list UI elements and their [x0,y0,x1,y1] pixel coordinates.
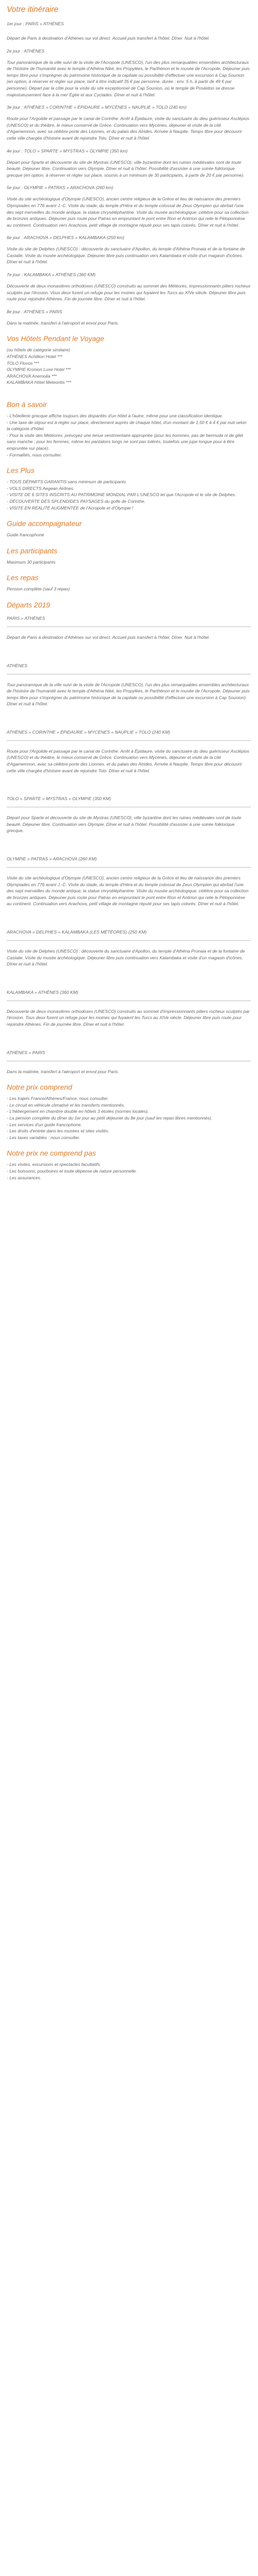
divider [7,867,251,868]
departure-day-7 [7,989,251,1028]
price-excludes-line: - Les boissons, pourboires et toute dépense de nature personnelle. [7,1168,137,1174]
plus-line: - VISITE EN RÉALITÉ AUGMENTÉE de l'Acropole et d'Olympie ! [7,505,134,511]
day-description: Dans la matinée, transfert à l'aéroport et envol pour Paris. [7,320,119,326]
divider [7,740,251,741]
departure-day-6 [7,929,251,968]
departure-day-text: Visite du site archéologique d'Olympie (UNESCO), ancien centre religieux de la Grèce et lieu de naissance des premiers Olympiades en 776 avant J.-C. Visite du stade, du temple d'Héra et du temple colossal de Zeus Olympien qui abritait l'une des sept merveilles du monde antique, la statue chryséléphantine. Visite du musée archéologique, célèbre pour sa collection de bronzes antiques. Déjeuner puis route pour Patras en empruntant le pont entre Rion et Antirion qui relie le Péloponnèse au continent. Continuation vers Arachova, petit village de montagne réputé pour ses tapis colorés. Dîner et nuit à l'hôtel. [7,875,249,907]
hotels-list [7,347,251,386]
itinerary-title: Votre itinéraire [7,5,59,14]
itinerary-day-4 [7,148,251,179]
itinerary-day-1 [7,21,251,42]
departure-day-heading: ARACHOVA » DELPHES » KALAMBAKA (LES MÉTÉORES) (250 KM) [7,929,147,935]
departure-day-text: Découverte de deux monastères orthodoxes (UNESCO) construits au sommet d'impressionnants piliers rocheux sculptés par l'érosion. Tous deux furent un refuge pour les moines qui fuyaient les Turcs au XIVe siècle. Déjeuner libre puis route pour rejoindre Athènes. Fin de journée libre. Dîner et nuit à l'hôtel. [7,1008,250,1027]
day-description: Découverte de deux monastères orthodoxes (UNESCO) construits au sommet des Météores, impressionnants piliers rocheux sculptés par l'érosion. Vous deux furent un refuge pour les moines qui fuyaient les Turcs au XIVe siècle. Déjeuner libre puis route pour rejoindre Athènes. Fin de journée libre. Dîner et nuit à l'hôtel. [7,283,251,302]
page [0,0,258,1191]
departure-day-text: Tour panoramique de la ville suivi de la visite de l'Acropole (UNESCO), l'un des plus remarquables ensembles architecturaux de l'histoire de l'humanité avec le temple d'Athéna Niké, les Propylées, le Parthénon et le musée de l'Acropole. Déjeuner puis temps libre pour s'imprégner du patrimoine historique de la capitale ou possibilité d'effectuer une excursion à Cap Sounion). Dîner et nuit à l'hôtel. [7,682,250,707]
hotel-line: ARACHOVA Anemolia *** [7,373,57,379]
departures-title: Départs 2019 [7,600,51,609]
departure-day-8 [7,1049,251,1075]
day-description: Visite du site de Delphes (UNESCO) : découverte du sanctuaire d'Apollon, du temple d'Athéna Pronaia et de la fontaine de Castalie. Visite du musée archéologique. Déjeuner libre puis continuation vers Kalambaka et visite d'un magasin d'icônes. Dîner et nuit à l'hôtel. [7,246,245,265]
day-description: Visite du site archéologique d'Olympie (UNESCO), ancien centre religieux de la Grèce et lieu de naissance des premiers Olympiades en 776 avant J.-C. Visite du stade, du temple d'Héra et du temple colossal de Zeus Olympien qui abritait l'une des sept merveilles du monde antique, la statue chryséléphantine. Visite du musée archéologique, célèbre pour sa collection de bronzes antiques. Déjeuner puis route pour Patras en empruntant le pont entre Rion et Antirion qui relie le Péloponnèse au continent. Continuation vers Arachova, petit village de montagne réputé pour ses tapis colorés. Dîner et nuit à l'hôtel. [7,196,249,228]
price-includes-line: - Les services d'un guide francophone. [7,1122,82,1127]
itinerary-day-3 [7,104,251,141]
participants-text: Maximum 30 participants [7,559,56,565]
participants-title: Les participants [7,546,58,555]
good-to-know-title: Bon à savoir [7,400,47,409]
day-heading: 1er jour : PARIS » ATHÈNES [7,21,64,26]
good-to-know-line: - Une taxe de séjour est à régler sur place, directement auprès de chaque hôtel, d'un montant de 1,50 € à 4 € par nuit selon la catégorie d'hôtel. [7,419,247,432]
good-to-know-list [7,413,251,458]
price-includes-line: - Les droits d'entrée dans les musées et sites visités. [7,1128,109,1134]
departure-day-heading: TOLO » SPARTE » MYSTRAS » OLYMPIE (350 KM) [7,796,111,802]
price-includes-line: - Les taxes variables : nous consulter. [7,1134,80,1140]
day-description: Route pour l'Argolide et passage par le canal de Corinthe. Arrêt à Épidaure, visite du sanctuaire du dieu guérisseur Asclépios (UNESCO) et du théâtre, le mieux conservé de Grèce. Continuation vers Mycènes, déjeuner et visite de la cité d'Agamemnon, avec sa célèbre porte des Lionnes, et du palais des Atrides. Arrivée à Nauplie. Temps libre pour découvrir cette ville chargée d'histoire avant de rejoindre Tolo. Dîner et nuit à l'hôtel. [7,116,250,141]
departure-day-heading: ATHÈNES » PARIS [7,1049,45,1055]
departure-day-2 [7,663,251,707]
departure-day-text: Départ de Paris à destination d'Athènes sur vol direct. Accueil puis transfert à l'hôtel. Dîner. Nuit à l'hôtel. [7,634,210,640]
departure-day-4 [7,795,251,834]
plus-title: Les Plus [7,466,35,475]
meals-title: Les repas [7,573,39,582]
divider [7,940,251,941]
plus-line: - VISITE DE 6 SITES INSCRITS AU PATRIMOINE MONDIAL PAR L'UNESCO tel que l'Acropole et le site de Delphes. [7,492,236,498]
departure-day-text: Visite du site de Delphes (UNESCO) : découverte du sanctuaire d'Apollon, du temple d'Athéna Pronaia et de la fontaine de Castalie. Visite du musée archéologique. Déjeuner libre puis continuation vers Kalambaka et visite d'un magasin d'icônes. Dîner et nuit à l'hôtel. [7,948,245,967]
price-excludes-list [7,1161,251,1181]
price-excludes-line: - Les visites, excursions et spectacles facultatifs. [7,1162,101,1167]
day-heading: 3e jour : ATHÈNES » CORINTHE » ÉPIDAURE » MYCÈNES » NAUPLIE » TOLO (240 km) [7,105,187,110]
plus-line: - TOUS DÉPARTS GARANTIS sans minimum de participants [7,479,126,485]
day-heading: 2e jour : ATHÈNES [7,48,45,54]
plus-line: - VOLS DIRECTS Aegean Airlines. [7,485,75,491]
price-includes-line: - La pension complète du dîner du 1er jour au petit déjeuner du 8e jour (sauf les repas libres mentionnés). [7,1115,213,1121]
departure-day-text: Dans la matinée, transfert à l'aéroport et envol pour Paris. [7,1069,119,1074]
day-heading: 7e jour : KALAMBAKA » ATHÈNES (360 KM) [7,272,96,278]
departure-day-heading: KALAMBAKA » ATHÈNES (360 KM) [7,989,78,995]
itinerary-day-2 [7,48,251,98]
itinerary-day-6 [7,234,251,265]
meals-text: Pension complète (sauf 3 repas) [7,586,70,592]
good-to-know-line: - L'hôtellerie grecque affiche toujours des disparités d'un hôtel à l'autre, même pour une classification identique. [7,413,223,418]
price-includes-list [7,1095,251,1141]
good-to-know-line: - Pour la visite des Météores, prévoyez une tenue vestimentaire appropriée (pour les hommes, pas de bermuda ni de gilet sans manche ; pour les femmes, même les pantalons longs ne sont pas tolérés, toutefois une jupe longue pour à être empruntée sur place). [7,432,244,451]
departure-day-text: Route pour l'Argolide et passage par le canal de Corinthe. Arrêt à Épidaure, visite du sanctuaire du dieu guérisseur Asclépios (UNESCO) et du théâtre, le mieux conservé de Grèce. Continuation vers Mycènes, déjeuner et visite de la cité d'Agamemnon, avec sa célèbre porte des Lionnes, et du palais des Atrides. Arrivée à Nauplie. Temps libre pour découvrir cette ville chargée d'histoire avant de rejoindre Tolo. Dîner et nuit à l'hôtel. [7,748,250,773]
departure-day-heading: ATHÈNES » CORINTHE » ÉPIDAURE » MYCÈNES » NAUPLIE » TOLO (240 KM) [7,729,170,735]
price-includes-title: Notre prix comprend [7,1083,72,1092]
plus-list [7,479,251,511]
hotel-line: KALAMBAKA Hôtel Meteoritis *** [7,380,71,385]
good-to-know-line: - Formalités, nous consulter. [7,452,62,457]
guide-title: Guide accompagnateur [7,519,82,528]
day-heading: 8e jour : ATHÈNES » PARIS [7,309,62,314]
price-includes-line: - Les trajets France/Athènes/France, nous consulter. [7,1096,109,1101]
guide-text: Guide francophone [7,532,44,538]
itinerary-day-5 [7,184,251,228]
departure-day-5 [7,856,251,907]
departure-day-3 [7,729,251,774]
day-heading: 6e jour : ARACHOVA » DELPHES » KALAMBAKA (250 km) [7,235,124,241]
day-description: Départ de Paris à destination d'Athènes sur vol direct. Accueil puis transfert à l'hôtel. Dîner. Nuit à l'hôtel. [7,36,210,41]
price-excludes-line: - Les assurances. [7,1175,42,1180]
hotel-line: (ou hôtels de catégorie similaire) [7,347,70,353]
day-description: Départ pour Sparte et découverte du site de Mystras (UNESCO), ville byzantine dont les ruines médiévales sont de toute beauté. Déjeuner libre. Continuation vers Olympie. Dîner et nuit à l'hôtel. Possibilité d'assister à une soirée folklorique grecque (en option, à réserver et régler sur place, soumis à un minimum de 30 participants, à partir de 20 € par personne). [7,159,245,178]
price-excludes-title: Notre prix ne comprend pas [7,1149,96,1158]
departure-day-heading: PARIS » ATHÈNES [7,615,45,621]
departure-day-heading: ATHÈNES [7,663,27,668]
hotel-line: TOLO Flovos *** [7,360,39,366]
plus-line: - DÉCOUVERTE DES SPLENDIDES PAYSAGES du golfe de Corinthe. [7,498,146,504]
departure-day-text: Départ pour Sparte et découverte du site de Mystras (UNESCO), ville byzantine dont les ruines médiévales sont de toute beauté. Déjeuner libre. Continuation vers Olympie. Dîner et nuit à l'hôtel. Possibilité d'assister à une soirée folklorique grecque. [7,815,241,834]
day-description: Tour panoramique de la ville suivi de la visite de l'Acropole (UNESCO), l'un des plus remarquables ensembles architecturaux de l'histoire de l'humanité avec le temple d'Athéna Niké, les Propylées, le Parthénon et le musée de l'Acropole. Déjeuner puis temps libre pour s'imprégner du patrimoine historique de la capitale ou possibilité d'effectuer une excursion à Cap Sounion (en option, à réserver et régler sur place, tarif à titre indicatif 35 € par personne, durée : env. 5 h, à partir de 49 € par personne). Départ par la côte pour la visite du site exceptionnel de Cap Sounion, où le temple de Poséidon se dresse majestueusement face à la mer Égée et aux Cyclades. Dîner et nuit à l'hôtel. [7,59,250,97]
day-heading: 4e jour : TOLO » SPARTE » MYSTRAS » OLYMPIE (350 km) [7,148,128,154]
departure-day-heading: OLYMPIE » PATRAS » ARACHOVA (260 KM) [7,856,97,862]
price-includes-line: - Le circuit en véhicule climatisé et les transferts mentionnés. [7,1102,125,1108]
price-includes-line: - L'hébergement en chambre double en hôtels 3 étoiles (normes locales). [7,1109,149,1114]
departure-day-1 [7,615,251,641]
hotels-title: Vos Hôtels Pendant le Voyage [7,334,104,343]
hotel-line: OLYMPIE Kronion Luxe Hotel *** [7,367,71,372]
divider [7,626,251,627]
hotel-line: ATHÈNES Achillion Hotel *** [7,354,62,360]
itinerary-day-7 [7,272,251,302]
day-heading: 5e jour : OLYMPIE » PATRAS » ARACHOVA (260 km) [7,185,114,191]
itinerary-day-8 [7,309,251,327]
